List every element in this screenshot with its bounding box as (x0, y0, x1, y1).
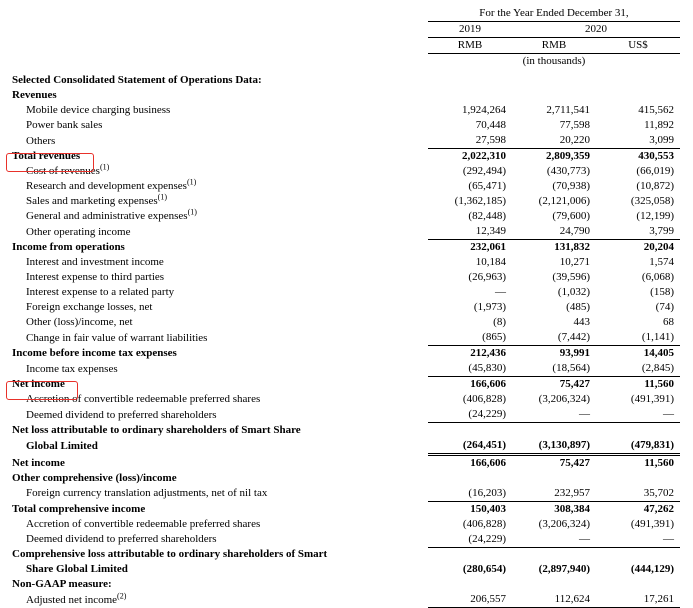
row-value-2020-rmb: (79,600) (552, 210, 590, 222)
footnote-marker: (2) (117, 590, 127, 600)
financial-statement-page (0, 6, 693, 608)
row-label: Interest and investment income (26, 256, 164, 268)
header-units-note: (in thousands) (522, 55, 586, 67)
row-value-2020-rmb: (70,938) (552, 180, 590, 192)
row-value-2019-rmb: (406,828) (462, 517, 506, 530)
table-row (10, 224, 680, 240)
row-value-2019-rmb: (45,830) (428, 361, 512, 377)
row-label: Total comprehensive income (12, 502, 146, 515)
row-value-2019-rmb: (65,471) (468, 180, 506, 192)
row-value-2020-usd: 11,560 (644, 378, 674, 390)
section-non-gaap-row (10, 577, 680, 592)
row-value-2020-rmb: (7,442) (512, 330, 596, 346)
row-label: Sales and marketing expenses$^{(1)}$ (26, 192, 167, 207)
row-value-2019-rmb: (865) (428, 330, 512, 346)
row-value-2019-rmb: 212,436 (470, 347, 506, 359)
row-value-2020-rmb: 2,711,541 (546, 104, 590, 116)
row-label: Power bank sales (26, 119, 103, 131)
row-value-2020-usd: 17,261 (596, 592, 680, 608)
header-currency-2019-rmb: RMB (428, 38, 512, 54)
row-value-2020-rmb: (3,130,897) (512, 438, 596, 455)
table-row (10, 315, 680, 330)
row-value-2020-usd: (491,391) (630, 517, 674, 530)
footnote-marker: (1) (186, 177, 197, 187)
section-revenues-label: Revenues (12, 89, 57, 101)
table-row (10, 532, 680, 548)
row-value-2020-rmb: 131,832 (554, 241, 590, 253)
table-header-period-row (10, 6, 680, 22)
table-row (10, 179, 680, 194)
table-row (10, 361, 680, 377)
row-value-2020-usd: (6,068) (641, 271, 674, 283)
header-year-2020: 2020 (512, 22, 680, 38)
table-row (10, 285, 680, 300)
row-value-2019-rmb: 27,598 (428, 133, 512, 149)
row-value-2019-rmb: 70,448 (475, 119, 506, 131)
table-row (10, 392, 680, 407)
table-row-comprehensive-loss-title (10, 547, 680, 562)
row-label: Net loss attributable to ordinary shareholders of Smart Share (12, 423, 301, 436)
row-value-2020-usd: 14,405 (643, 347, 674, 359)
row-label: Income tax expenses (26, 362, 118, 375)
row-value-2020-rmb: 93,991 (559, 347, 590, 359)
row-label: Accretion of convertible redeemable preferred shares (26, 517, 261, 530)
row-value-2020-rmb: (2,121,006) (538, 195, 590, 207)
row-value-2020-usd: (325,058) (630, 195, 674, 207)
row-value-2020-usd: 415,562 (638, 104, 674, 116)
row-value-2020-usd: (479,831) (596, 438, 680, 455)
row-value-2020-usd: (444,129) (630, 563, 674, 575)
row-value-2020-rmb: (3,206,324) (538, 393, 590, 405)
row-value-2019-rmb: 1,924,264 (462, 104, 506, 116)
row-label: Income before income tax expenses (12, 347, 177, 359)
row-value-2019-rmb: (1,362,185) (454, 195, 506, 207)
row-value-2019-rmb: 206,557 (428, 592, 512, 608)
row-value-2020-usd: 35,702 (596, 486, 680, 502)
section-title-row (10, 73, 680, 88)
row-value-2020-usd: (12,199) (636, 210, 674, 222)
table-row (10, 517, 680, 532)
row-value-2020-usd: 3,099 (596, 133, 680, 149)
row-value-2020-rmb: 2,809,359 (546, 150, 590, 162)
table-row (10, 103, 680, 118)
row-value-2020-rmb: (485) (566, 301, 590, 313)
table-row (10, 164, 680, 179)
row-label: Research and development expenses$^{(1)}$ (26, 177, 197, 192)
table-row (10, 270, 680, 285)
section-title: Selected Consolidated Statement of Operations Data: (12, 74, 262, 86)
row-label: Other (loss)/income, net (26, 316, 133, 328)
header-year-2019: 2019 (428, 22, 512, 38)
row-value-2020-usd: (491,391) (630, 393, 674, 405)
table-row (10, 194, 680, 209)
row-value-2020-usd: — (596, 532, 680, 548)
table-row (10, 209, 680, 224)
row-label: Foreign currency translation adjustments, net of nil tax (26, 487, 268, 499)
row-value-2020-rmb: 75,427 (559, 456, 590, 469)
row-label: Others (26, 134, 56, 147)
table-row (10, 300, 680, 315)
row-value-2020-usd: 11,560 (644, 456, 674, 469)
table-row (10, 118, 680, 133)
row-value-2019-rmb: (26,963) (468, 271, 506, 283)
table-header-year-row (10, 22, 680, 38)
row-value-2020-usd: (74) (655, 301, 674, 313)
row-value-2019-rmb: (264,451) (428, 438, 512, 455)
row-label: Cost of revenues$^{(1)}$ (26, 162, 110, 177)
row-value-2020-rmb: 20,220 (512, 133, 596, 149)
row-value-2019-rmb: (16,203) (428, 486, 512, 502)
row-value-2019-rmb: 2,022,310 (462, 150, 506, 162)
header-currency-2020-usd: US$ (596, 38, 680, 54)
row-value-2020-rmb: 232,957 (512, 486, 596, 502)
row-label: Share Global Limited (26, 563, 128, 575)
row-label: Mobile device charging business (26, 104, 171, 116)
table-row-net-loss-ordinary-title (10, 423, 680, 438)
row-value-2019-rmb: (1,973) (473, 301, 506, 313)
row-value-2019-rmb: (24,229) (428, 532, 512, 548)
row-label: Interest expense to a related party (26, 286, 175, 298)
row-value-2020-usd: 20,204 (643, 241, 674, 253)
table-row-total-comprehensive-income (10, 501, 680, 517)
table-header-units-row (10, 54, 680, 70)
table-row-total-revenues (10, 149, 680, 165)
row-label: Net income (12, 378, 65, 390)
row-value-2020-usd: 430,553 (638, 150, 674, 162)
row-value-2020-rmb: (3,206,324) (538, 517, 590, 530)
footnote-marker: (1) (99, 162, 110, 172)
row-value-2020-usd: (158) (650, 286, 674, 298)
row-label: Other operating income (26, 225, 131, 238)
row-label: Accretion of convertible redeemable preferred shares (26, 393, 261, 405)
footnote-marker: (1) (157, 192, 167, 202)
row-value-2019-rmb: 166,606 (470, 378, 506, 390)
row-label: General and administrative expenses$^{(1)}$ (26, 207, 197, 222)
row-value-2020-rmb: 443 (573, 316, 590, 328)
row-value-2019-rmb: (8) (493, 316, 506, 328)
row-value-2020-usd: 3,799 (596, 224, 680, 240)
row-value-2019-rmb: 166,606 (470, 456, 506, 469)
table-row (10, 255, 680, 270)
table-row-income-before-tax (10, 346, 680, 362)
row-value-2019-rmb: (406,828) (462, 393, 506, 405)
row-label: Foreign exchange losses, net (26, 301, 153, 313)
row-value-2019-rmb: (24,229) (428, 407, 512, 423)
table-row (10, 133, 680, 149)
table-row-net-income (10, 377, 680, 393)
table-row-net-income-2 (10, 454, 680, 471)
row-value-2020-rmb: (18,564) (512, 361, 596, 377)
footnote-marker: (1) (187, 207, 197, 217)
header-period-title: For the Year Ended December 31, (428, 6, 680, 22)
row-value-2020-usd: 11,892 (644, 119, 674, 131)
row-label: Income from operations (12, 241, 125, 253)
row-value-2019-rmb: — (495, 286, 506, 298)
row-value-2020-rmb: 24,790 (512, 224, 596, 240)
row-value-2019-rmb: 150,403 (470, 502, 506, 515)
selected-financial-data-table (10, 6, 680, 608)
row-label: Comprehensive loss attributable to ordinary shareholders of Smart (12, 548, 328, 560)
row-value-2020-rmb: 308,384 (554, 502, 590, 515)
row-value-2020-rmb: 112,624 (512, 592, 596, 608)
row-label: Change in fair value of warrant liabilities (26, 331, 208, 344)
row-value-2020-usd: (10,872) (636, 180, 674, 192)
row-label: Deemed dividend to preferred shareholders (26, 408, 217, 421)
row-value-2020-usd: (2,845) (596, 361, 680, 377)
table-row (10, 407, 680, 423)
table-row-adjusted-net-income (10, 592, 680, 608)
row-value-2020-rmb: (1,032) (557, 286, 590, 298)
table-row-net-loss-ordinary-values (10, 438, 680, 455)
table-row-comprehensive-loss-values (10, 562, 680, 577)
table-row (10, 330, 680, 346)
row-value-2019-rmb: (82,448) (468, 210, 506, 222)
row-label: Adjusted net income$^{(2)}$ (26, 590, 127, 606)
row-label: Deemed dividend to preferred shareholders (26, 533, 217, 545)
row-value-2020-usd: 47,262 (643, 502, 674, 515)
row-label: Total revenues (12, 150, 81, 162)
row-value-2020-usd: (66,019) (636, 165, 674, 177)
row-label: Interest expense to third parties (26, 271, 165, 283)
row-value-2019-rmb: (292,494) (462, 165, 506, 177)
row-value-2020-usd: 1,574 (649, 256, 674, 268)
row-value-2020-usd: (1,141) (596, 330, 680, 346)
row-value-2020-rmb: (430,773) (546, 165, 590, 177)
row-value-2020-rmb: — (512, 407, 596, 423)
row-label: Net income (12, 456, 65, 469)
row-value-2020-rmb: — (512, 532, 596, 548)
row-value-2020-rmb: (2,897,940) (538, 563, 590, 575)
row-value-2019-rmb: 10,184 (475, 256, 506, 268)
row-label: Global Limited (26, 440, 98, 452)
header-currency-2020-rmb: RMB (512, 38, 596, 54)
table-header-currency-row (10, 38, 680, 54)
row-value-2019-rmb: 232,061 (470, 241, 506, 253)
row-value-2020-rmb: 77,598 (559, 119, 590, 131)
row-value-2020-rmb: 10,271 (559, 256, 590, 268)
table-row (10, 486, 680, 502)
row-value-2020-rmb: 75,427 (559, 378, 590, 390)
row-value-2020-rmb: (39,596) (552, 271, 590, 283)
row-value-2019-rmb: 12,349 (428, 224, 512, 240)
row-label: Other comprehensive (loss)/income (12, 471, 177, 484)
table-row-other-comprehensive-title (10, 471, 680, 486)
row-value-2020-usd: 68 (663, 316, 674, 328)
row-value-2019-rmb: (280,654) (462, 563, 506, 575)
table-row-income-from-operations (10, 240, 680, 256)
row-value-2020-usd: — (596, 407, 680, 423)
section-revenues-row (10, 88, 680, 103)
section-non-gaap-label: Non-GAAP measure: (12, 578, 112, 590)
